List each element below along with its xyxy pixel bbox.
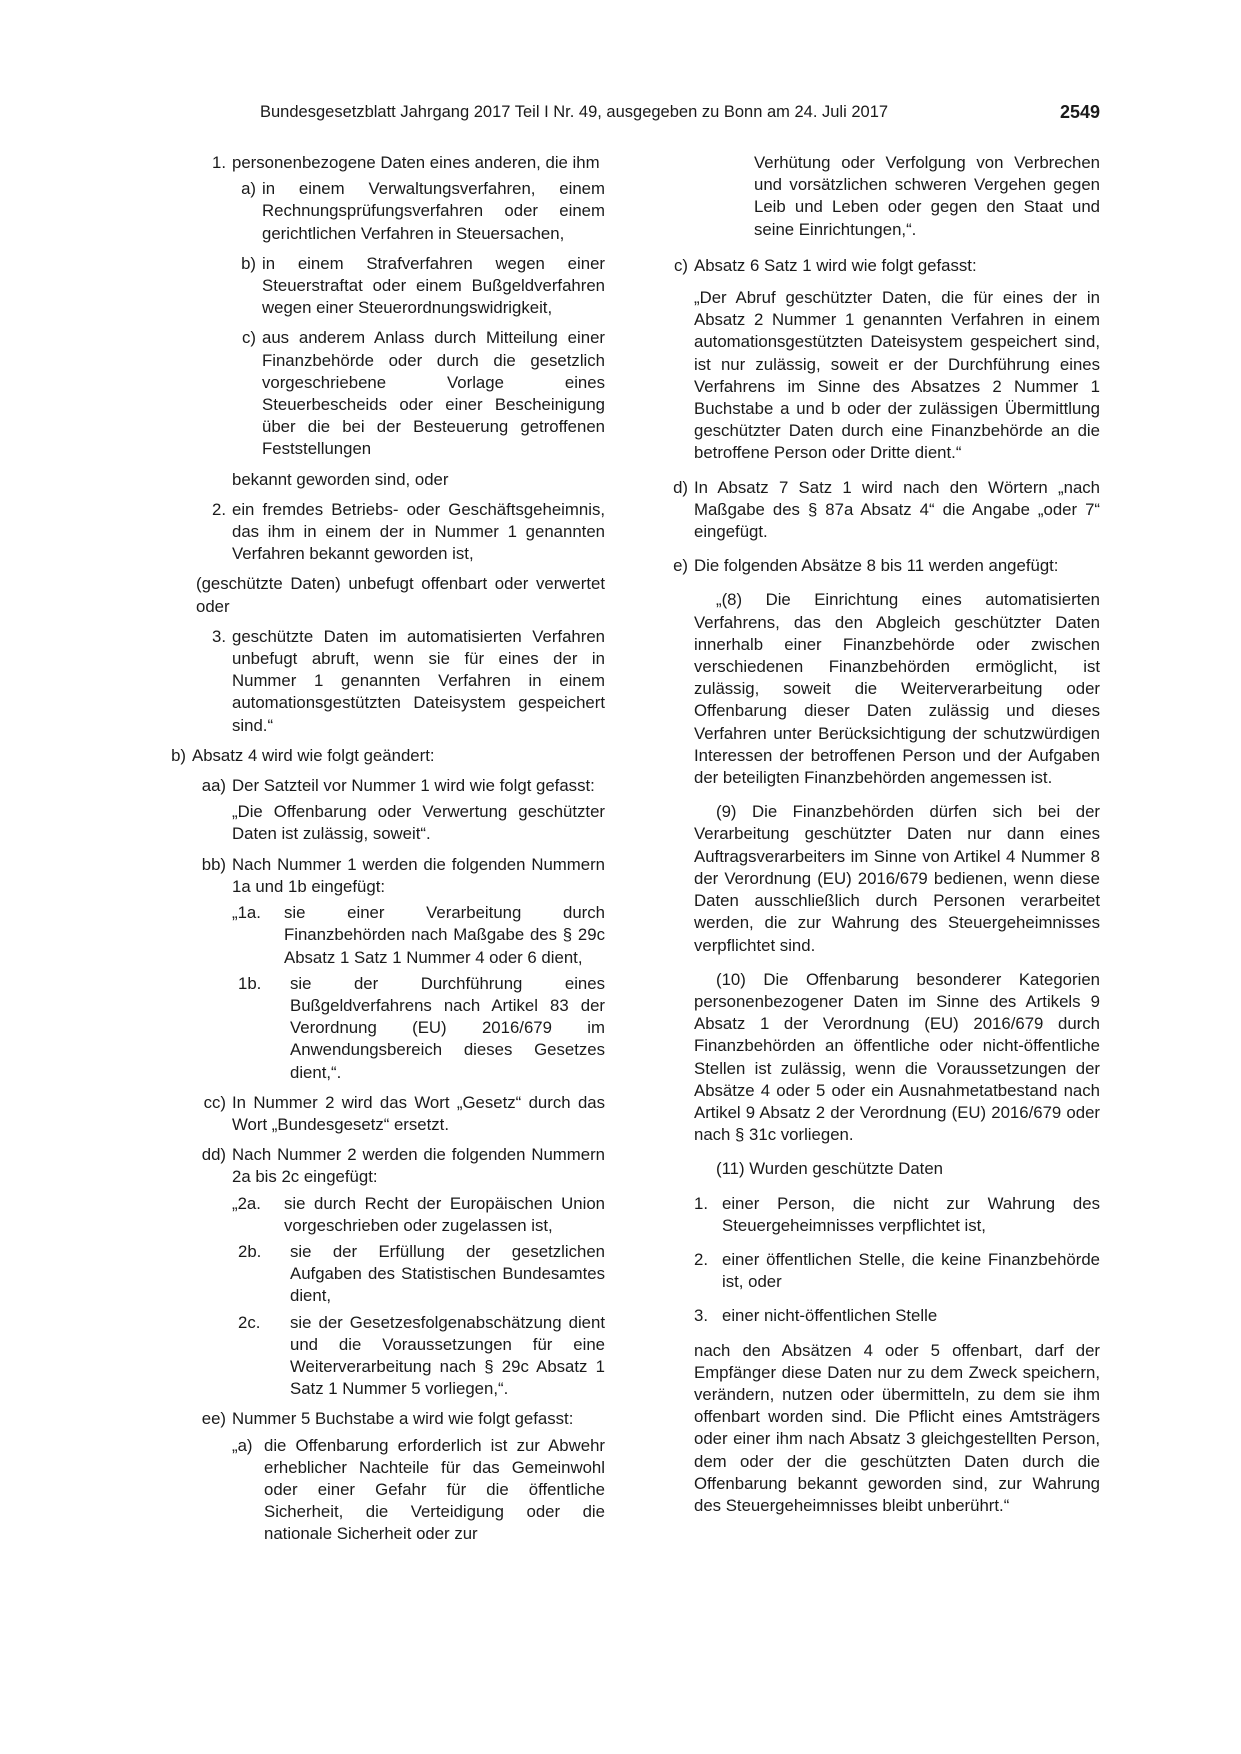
- item-label: 1b.: [238, 973, 262, 993]
- list-item-1a: [228, 178, 605, 245]
- item-label: c): [242, 328, 256, 348]
- item-label: ee): [201, 1409, 226, 1429]
- list-item-2c-new: [232, 1312, 605, 1401]
- item-text: Absatz 4 wird wie folgt geändert:: [192, 745, 435, 765]
- paragraph-11-outro: nach den Absätzen 4 oder 5 offenbart, darf der Empfänger diese Daten nur zu dem Zweck speichern, verändern, nutzen oder übermitteln, zu dem sie ihm offenbart worden sind. Die Pflicht eines Amtsträgers oder einer ihm nach Absatz 3 gleichgestellten Person, dem oder der die geschützten Daten durch die Offenbarung bekannt geworden sind, zur Wahrung des Steuergeheimnisses bleibt unberührt.“: [694, 1340, 1100, 1515]
- paragraph-8: „(8) Die Einrichtung eines automatisierten Verfahrens, das den Abgleich geschützter Daten innerhalb einer Finanzbehörde oder zwischen verschiedenen Finanzbehörden ermöglicht, ist zulässig, soweit die Weiterverarbeitung oder Offenbarung dieser Daten zulässig und dieses Verfahren unter Berücksichtigung der schutzwürdigen Interessen der betroffenen Person und der Aufgaben der beteiligten Finanzbehörden angemessen ist.: [694, 590, 1100, 788]
- aa-quote: „Die Offenbarung oder Verwertung geschützter Daten ist zulässig, soweit“.: [232, 802, 605, 844]
- list-item-1b: [228, 253, 605, 320]
- item-text: In Nummer 2 wird das Wort „Gesetz“ durch das Wort „Bundesgesetz“ ersetzt.: [232, 1092, 605, 1134]
- item-label: b): [171, 745, 186, 765]
- item-label: 3.: [694, 1306, 708, 1326]
- c-quote: „Der Abruf geschützter Daten, die für eines der in Absatz 2 Nummer 1 genannten Verfahren in einem automationsgestützten Dateisystem gespeichert sind, ist nur zulässig, soweit er der Durchführung eines Verfahrens im Sinne des Absatzes 2 Nummer 1 Buchstabe a und b oder der zulässigen Übermittlung geschützter Daten durch eine Finanzbehörde an die betroffene Person oder Dritte dient.“: [694, 288, 1100, 463]
- list-item-e: [660, 555, 1100, 577]
- list-item-b: [160, 745, 605, 767]
- list-item-ee: [170, 1408, 605, 1430]
- item-label: 2c.: [238, 1312, 261, 1332]
- list-item-1c: [228, 327, 605, 460]
- item-label: d): [673, 477, 688, 497]
- item-text: geschützte Daten im automatisierten Verfahren unbefugt abruft, wenn sie für eines der in Nummer 1 genannten Verfahren in einem automationsgestützten Dateisystem gespeichert sind.“: [232, 626, 605, 735]
- item-label: aa): [201, 776, 226, 796]
- list-item-2: [196, 499, 605, 566]
- list-item-bb: [170, 854, 605, 898]
- item-label: bb): [201, 854, 226, 874]
- item-label: „a): [232, 1435, 253, 1455]
- item-text: personenbezogene Daten eines anderen, die ihm: [232, 153, 600, 172]
- item-label: c): [674, 255, 688, 275]
- item-text: Nach Nummer 1 werden die folgenden Nummern 1a und 1b eingefügt:: [232, 854, 605, 896]
- item-label: a): [241, 179, 256, 199]
- item-text: Die folgenden Absätze 8 bis 11 werden angefügt:: [694, 556, 1059, 576]
- item-text: sie der Gesetzesfolgenabschätzung dient und die Voraussetzungen für eine Weiterverarbeitung nach § 29c Absatz 1 Satz 1 Nummer 5 vorliegen,“.: [290, 1312, 605, 1399]
- item-text: sie einer Verarbeitung durch Finanzbehörden nach Maßgabe des § 29c Absatz 1 Satz 1 Nummer 4 oder 6 dient,: [284, 903, 605, 967]
- item-text: Der Satzteil vor Nummer 1 wird wie folgt gefasst:: [232, 776, 595, 796]
- item-label: 1.: [694, 1193, 708, 1213]
- item-text: sie der Durchführung eines Bußgeldverfahrens nach Artikel 83 der Verordnung (EU) 2016/679 im Anwendungsbereich dieses Gesetzes dient,“.: [290, 973, 605, 1082]
- item-text: In Absatz 7 Satz 1 wird nach den Wörtern „nach Maßgabe des § 87a Absatz 4“ die Angabe „oder 7“ eingefügt.: [694, 477, 1100, 542]
- item-label: 2.: [694, 1249, 708, 1269]
- item-text: in einem Strafverfahren wegen einer Steuerstraftat oder einem Bußgeldverfahren wegen einer Steuerordnungswidrigkeit,: [262, 253, 605, 318]
- item-text: sie der Erfüllung der gesetzlichen Aufgaben des Statistischen Bundesamtes dient,: [290, 1241, 605, 1306]
- item-label: 2.: [212, 499, 226, 519]
- page-header: [260, 100, 1100, 124]
- item-label: b): [241, 253, 256, 273]
- list-item-3: [196, 626, 605, 737]
- item-text: die Offenbarung erforderlich ist zur Abwehr erheblicher Nachteile für das Gemeinwohl oder einer Gefahr für die öffentliche Sicherheit, die Verteidigung oder die nationale Sicherheit oder zur: [264, 1435, 605, 1544]
- list-item-1: [196, 152, 605, 174]
- list-item-c: [660, 255, 1100, 277]
- list-item-11-1: [694, 1193, 1100, 1237]
- list-item-11-2: [694, 1249, 1100, 1293]
- item-label: 1.: [212, 153, 226, 172]
- paragraph-9: (9) Die Finanzbehörden dürfen sich bei der Verarbeitung geschützter Daten nur dann eines Auftragsverarbeiters im Sinne von Artikel 4 Nummer 8 der Verordnung (EU) 2016/679 bedienen, wenn diese Daten ausschließlich durch Personen verarbeitet werden, die zur Wahrung des Steuergeheimnisses verpflichtet sind.: [694, 802, 1100, 955]
- list-item-ee-a: [232, 1435, 605, 1546]
- list-item-cc: [170, 1092, 605, 1136]
- item-label: cc): [203, 1092, 226, 1112]
- continued-text: Verhütung oder Verfolgung von Verbrechen und vorsätzlichen schweren Vergehen gegen Leib und Leben oder gegen den Staat und seine Einrichtungen,“.: [754, 153, 1100, 239]
- item-text: Nummer 5 Buchstabe a wird wie folgt gefasst:: [232, 1409, 574, 1429]
- item-text: aus anderem Anlass durch Mitteilung einer Finanzbehörde oder durch die gesetzlich vorgeschriebene Vorlage eines Steuerbescheids oder einer Bescheinigung über die bei der Besteuerung getroffenen Feststellungen: [262, 328, 605, 459]
- item-label: „1a.: [232, 903, 261, 923]
- list-item-11-3: [694, 1305, 1100, 1327]
- list-item-aa: [170, 775, 605, 797]
- item-text: einer nicht-öffentlichen Stelle: [722, 1306, 938, 1326]
- item-text: in einem Verwaltungsverfahren, einem Rechnungsprüfungsverfahren oder einem gerichtlichen Verfahren in Steuersachen,: [262, 179, 605, 243]
- right-column: [660, 152, 1100, 1525]
- item-text: ein fremdes Betriebs- oder Geschäftsgeheimnis, das ihm in einem der in Nummer 1 genannten Verfahren bekannt geworden ist,: [232, 499, 605, 564]
- list-item-d: [660, 477, 1100, 544]
- item-label: 2b.: [238, 1241, 262, 1261]
- item-1-outro: bekannt geworden sind, oder: [232, 469, 449, 489]
- item-text: Absatz 6 Satz 1 wird wie folgt gefasst:: [694, 255, 977, 275]
- list-item-dd: [170, 1144, 605, 1188]
- protected-data-text: (geschützte Daten) unbefugt offenbart oder verwertet oder: [196, 574, 605, 616]
- paragraph-10: (10) Die Offenbarung besonderer Kategorien personenbezogener Daten im Sinne des Artikels 9 Absatz 1 der Verordnung (EU) 2016/679 durch Finanzbehörden an öffentliche oder nicht-öffentliche Stellen ist zulässig, wenn die Voraussetzungen der Absätze 4 oder 5 oder ein Ausnahmetatbestand nach Artikel 9 Absatz 2 der Verordnung (EU) 2016/679 oder nach § 31c vorliegen.: [694, 969, 1100, 1145]
- item-text: einer Person, die nicht zur Wahrung des Steuergeheimnisses verpflichtet ist,: [722, 1193, 1100, 1235]
- page-number: 2549: [1059, 102, 1100, 122]
- item-label: „2a.: [232, 1193, 261, 1213]
- item-text: Nach Nummer 2 werden die folgenden Nummern 2a bis 2c eingefügt:: [232, 1145, 605, 1187]
- item-text: einer öffentlichen Stelle, die keine Finanzbehörde ist, oder: [722, 1249, 1100, 1292]
- list-item-1a-new: [232, 902, 605, 969]
- list-item-1b-new: [232, 973, 605, 1084]
- item-label: e): [673, 556, 688, 576]
- header-title: Bundesgesetzblatt Jahrgang 2017 Teil I Nr. 49, ausgegeben zu Bonn am 24. Juli 2017: [260, 103, 889, 121]
- left-column: [160, 152, 605, 1554]
- item-text: sie durch Recht der Europäischen Union vorgeschrieben oder zugelassen ist,: [284, 1193, 605, 1235]
- item-label: 3.: [212, 626, 226, 646]
- paragraph-11-intro: (11) Wurden geschützte Daten: [716, 1159, 943, 1179]
- list-item-2a-new: [232, 1193, 605, 1237]
- item-label: dd): [201, 1145, 226, 1165]
- list-item-2b-new: [232, 1241, 605, 1308]
